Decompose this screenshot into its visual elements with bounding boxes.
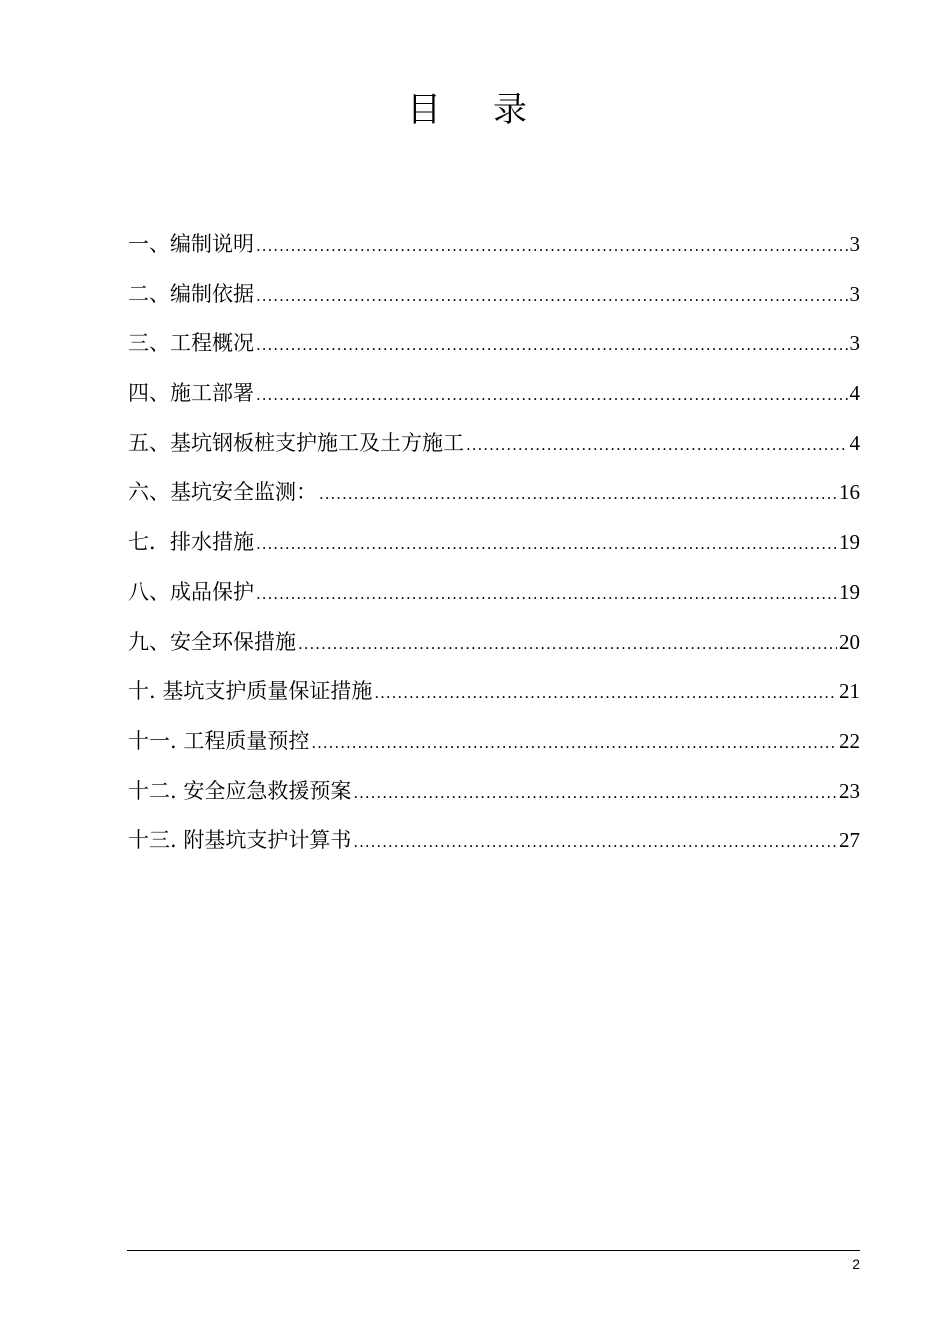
toc-dot-leader [256, 325, 848, 365]
toc-dot-leader [256, 226, 848, 266]
toc-entry-5[interactable] [128, 423, 860, 473]
toc-entry-label: 九、安全环保措施 [128, 629, 296, 654]
toc-entry-8[interactable] [128, 572, 860, 622]
toc-dot-leader [311, 723, 837, 763]
toc-entry-11[interactable] [128, 721, 860, 771]
toc-dot-leader [374, 673, 837, 713]
toc-entry-9[interactable] [128, 622, 860, 672]
toc-entry-page: 20 [839, 629, 860, 654]
toc-entry-3[interactable] [128, 323, 860, 373]
toc-entry-page: 22 [839, 728, 860, 753]
toc-entry-label: 二、编制依据 [128, 281, 254, 306]
toc-dot-leader [319, 474, 837, 514]
toc-entry-label: 十三. 附基坑支护计算书 [128, 828, 352, 853]
toc-entry-page: 27 [839, 828, 860, 853]
toc-entry-label: 十一. 工程质量预控 [128, 728, 310, 753]
toc-entry-label: 三、工程概况 [128, 331, 254, 356]
toc-entry-1[interactable] [128, 224, 860, 274]
page-number: 2 [852, 1256, 860, 1272]
toc-entry-label: 十二. 安全应急救援预案 [128, 778, 352, 803]
toc-entry-page: 3 [849, 281, 860, 306]
toc-entry-page: 4 [849, 430, 860, 455]
toc-entry-page: 3 [849, 232, 860, 256]
toc-dot-leader [353, 773, 837, 813]
toc-entry-page: 19 [839, 530, 860, 555]
toc-entry-label: 五、基坑钢板桩支护施工及土方施工 [128, 430, 464, 455]
toc-entry-page: 4 [849, 381, 860, 406]
toc-entry-label: 四、施工部署 [128, 381, 254, 406]
toc-entry-10[interactable] [128, 671, 860, 721]
toc-dot-leader [256, 574, 837, 614]
table-of-contents [128, 224, 860, 870]
page-title: 目录 [407, 90, 579, 130]
toc-entry-page: 3 [849, 331, 860, 356]
toc-entry-13[interactable] [128, 820, 860, 870]
toc-entry-label: 七．排水措施 [128, 530, 254, 555]
toc-entry-12[interactable] [128, 771, 860, 821]
toc-entry-label: 十. 基坑支护质量保证措施 [128, 679, 373, 704]
toc-entry-label: 八、成品保护 [128, 579, 254, 604]
toc-dot-leader [298, 624, 837, 664]
toc-dot-leader [353, 822, 837, 862]
toc-entry-6[interactable] [128, 472, 860, 522]
toc-entry-4[interactable] [128, 373, 860, 423]
toc-entry-7[interactable] [128, 522, 860, 572]
toc-entry-label: 六、基坑安全监测： [128, 480, 317, 505]
footer-divider [127, 1250, 860, 1251]
toc-dot-leader [256, 375, 848, 415]
toc-dot-leader [466, 425, 848, 465]
toc-entry-2[interactable] [128, 274, 860, 324]
toc-dot-leader [256, 276, 848, 316]
toc-entry-page: 21 [839, 679, 860, 704]
toc-entry-label: 一、编制说明 [128, 232, 254, 256]
toc-entry-page: 19 [839, 579, 860, 604]
toc-entry-page: 16 [839, 480, 860, 505]
toc-dot-leader [256, 524, 837, 564]
toc-entry-page: 23 [839, 778, 860, 803]
